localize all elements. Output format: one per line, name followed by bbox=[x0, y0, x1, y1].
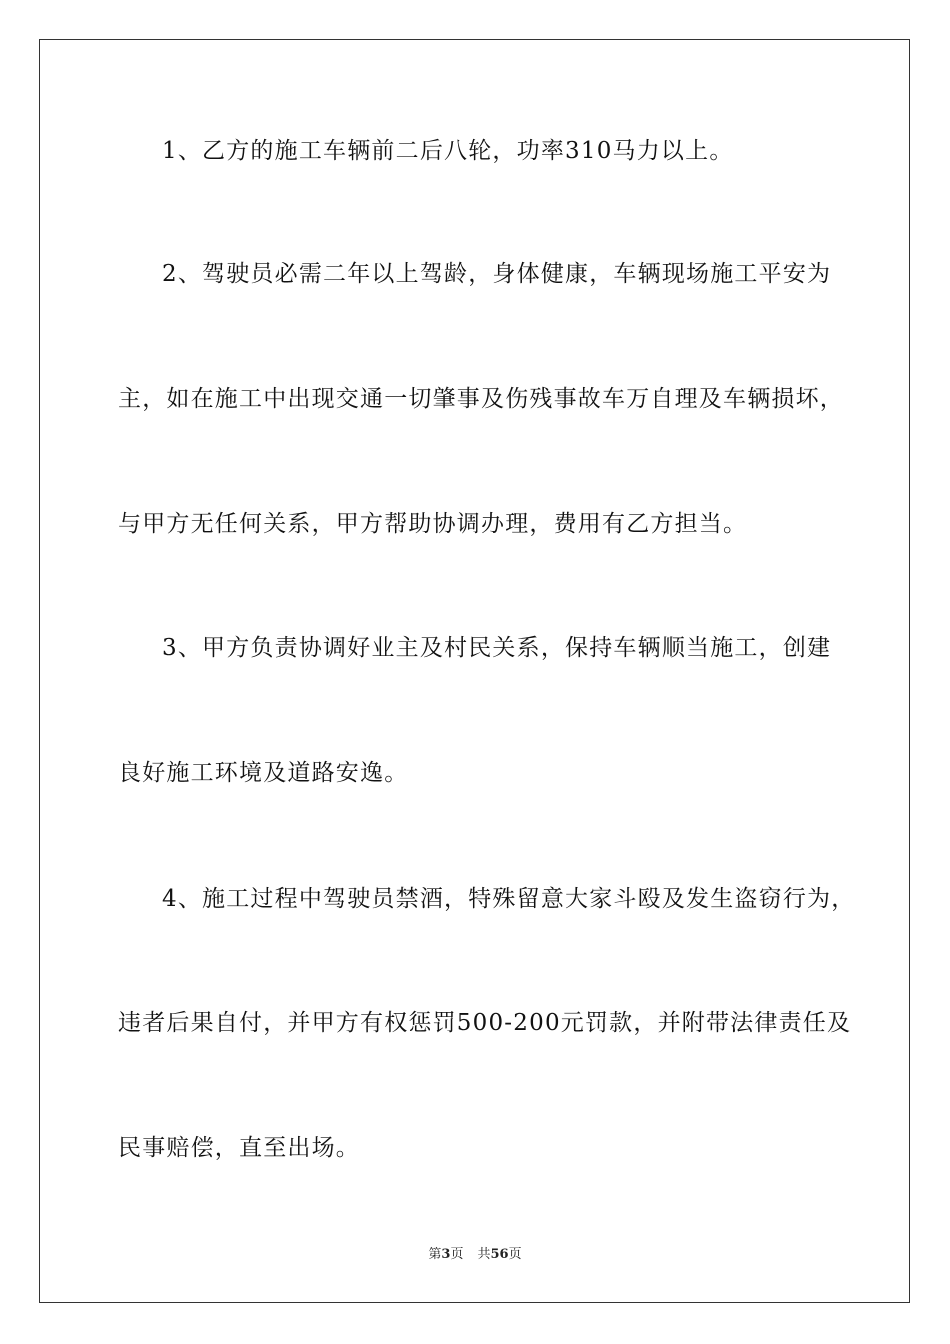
footer-page-prefix: 第 bbox=[428, 1247, 442, 1262]
paragraph-3-line-2: 良好施工环境及道路安逸。 bbox=[118, 760, 409, 786]
footer-page-suffix: 页 bbox=[450, 1247, 464, 1262]
footer-total-pages: 56 bbox=[490, 1247, 509, 1262]
paragraph-1-line-1: 1、乙方的施工车辆前二后八轮，功率310马力以上。 bbox=[162, 138, 734, 164]
paragraph-2-line-1: 2、驾驶员必需二年以上驾龄，身体健康，车辆现场施工平安为 bbox=[162, 261, 832, 287]
paragraph-2-line-2: 主，如在施工中出现交通一切肇事及伤残事故车万自理及车辆损坏， bbox=[118, 386, 844, 412]
paragraph-4-line-1: 4、施工过程中驾驶员禁酒，特殊留意大家斗殴及发生盗窃行为， bbox=[162, 886, 856, 912]
paragraph-3-line-1: 3、甲方负责协调好业主及村民关系，保持车辆顺当施工，创建 bbox=[162, 635, 832, 661]
paragraph-4-line-2: 违者后果自付，并甲方有权惩罚500-200元罚款，并附带法律责任及 bbox=[118, 1010, 852, 1036]
footer-total-suffix: 页 bbox=[508, 1247, 522, 1262]
paragraph-2-line-3: 与甲方无任何关系，甲方帮助协调办理，费用有乙方担当。 bbox=[118, 511, 748, 537]
page-footer bbox=[0, 1246, 950, 1264]
footer-total-prefix: 共 bbox=[477, 1247, 491, 1262]
page-border bbox=[39, 39, 910, 1303]
footer-current-page: 3 bbox=[441, 1247, 451, 1262]
paragraph-4-line-3: 民事赔偿，直至出场。 bbox=[118, 1135, 360, 1161]
